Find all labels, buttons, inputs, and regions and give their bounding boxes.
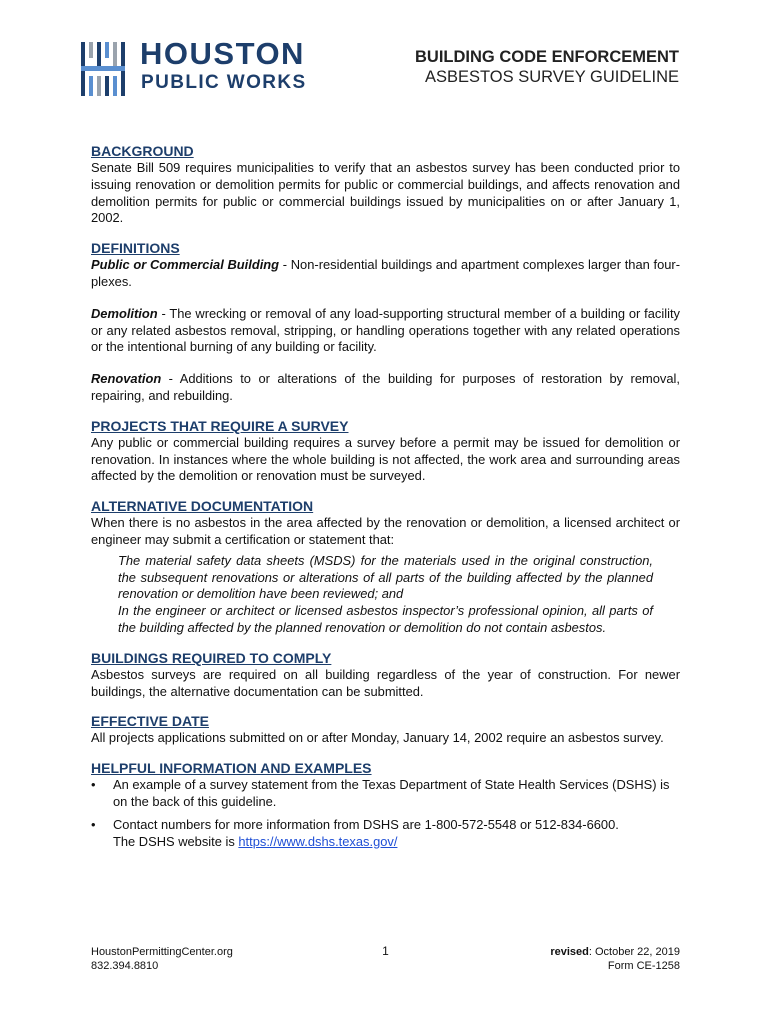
definition-renovation: [91, 371, 680, 405]
definition-text: - Additions to or alterations of the building for purposes of restoration by removal, repairing, and rebuilding.: [91, 371, 680, 403]
buildings-section: [91, 650, 680, 701]
footer-form-number: Form CE-1258: [607, 960, 680, 972]
alternative-heading: ALTERNATIVE DOCUMENTATION: [91, 498, 314, 515]
dshs-website-link[interactable]: https://www.dshs.texas.gov/: [238, 833, 398, 849]
footer-revised: [550, 945, 680, 959]
helpful-bullet-1: An example of a survey statement from the Texas Department of State Health Services (DSHS) is on the back of this guideline.: [113, 777, 670, 809]
alternative-text: When there is no asbestos in the area affected by the renovation or demolition, a licensed architect or engineer may submit a certification or statement that:: [91, 515, 680, 547]
definition-term: Demolition: [91, 305, 158, 321]
bullet-icon: •: [91, 816, 96, 832]
logo-houston-text: HOUSTON: [140, 36, 305, 71]
alternative-section: [91, 498, 680, 637]
alternative-quote: [118, 553, 653, 637]
document-title-block: [415, 47, 679, 87]
effective-section: [91, 713, 680, 747]
page-number: 1: [382, 944, 389, 958]
effective-text: All projects applications submitted on or after Monday, January 14, 2002 require an asbestos survey.: [91, 730, 664, 746]
footer-revised-date: : October 22, 2019: [588, 946, 680, 958]
background-section: [91, 143, 680, 227]
definition-term: Public or Commercial Building: [91, 257, 280, 273]
definitions-section: [91, 240, 680, 405]
definition-demolition: [91, 306, 680, 356]
logo-public-works-text: PUBLIC WORKS: [141, 72, 307, 93]
background-text: Senate Bill 509 requires municipalities to verify that an asbestos survey has been conducted prior to issuing renovation or demolition permits for public or commercial buildings, and affects renovation and demolition permits for public or commercial buildings issued by municipalities on or after January 1, 2002.: [91, 160, 680, 226]
buildings-heading: BUILDINGS REQUIRED TO COMPLY: [91, 649, 332, 666]
background-heading: BACKGROUND: [91, 143, 194, 159]
list-item: [91, 777, 680, 811]
effective-heading: EFFECTIVE DATE: [91, 713, 209, 730]
definition-term: Renovation: [91, 371, 162, 387]
document-body: [91, 143, 680, 863]
definitions-heading: DEFINITIONS: [91, 240, 180, 257]
definition-text: - The wrecking or removal of any load-supporting structural member of a building or facility or any related asbestos removal, stripping, or handling operations together with any related operations or the intentional burning of any building or facility.: [91, 305, 680, 355]
houston-public-works-logo: [80, 36, 340, 98]
helpful-section: [91, 760, 680, 850]
definition-public-commercial: [91, 257, 680, 291]
helpful-heading: HELPFUL INFORMATION AND EXAMPLES: [91, 760, 372, 777]
helpful-website-prefix: The DSHS website is: [113, 833, 239, 849]
list-item: [91, 816, 680, 851]
document-subtitle: ASBESTOS SURVEY GUIDELINE: [424, 68, 679, 86]
buildings-text: Asbestos surveys are required on all building regardless of the year of construction. For newer buildings, the alternative documentation can be submitted.: [91, 666, 680, 699]
definition-text: - Non-residential buildings and apartment complexes larger than four-plexes.: [91, 257, 680, 289]
footer-right: [550, 945, 680, 973]
bullet-icon: •: [91, 777, 96, 793]
footer-revised-label: revised: [550, 946, 589, 958]
projects-heading: PROJECTS THAT REQUIRE A SURVEY: [91, 417, 349, 434]
projects-section: [91, 418, 680, 485]
helpful-list: [91, 777, 680, 850]
alternative-quote-1: The material safety data sheets (MSDS) for the materials used in the original construction, the subsequent renovations or alterations of all parts of the building affected by the planned renovation or demolition have been reviewed; and: [118, 552, 653, 602]
footer-website: HoustonPermittingCenter.org: [91, 946, 233, 958]
document-title: BUILDING CODE ENFORCEMENT: [415, 48, 679, 66]
alternative-quote-2: In the engineer or architect or licensed asbestos inspector’s professional opinion, all parts of the building affected by the planned renovation or demolition do not contain asbestos.: [118, 603, 653, 635]
projects-text: Any public or commercial building requires a survey before a permit may be issued for demolition or renovation. In instances where the whole building is not affected, the work area and surrounding areas affected by the demolition or renovation must be surveyed.: [91, 434, 680, 484]
helpful-bullet-2: Contact numbers for more information from DSHS are 1-800-572-5548 or 512-834-6600.: [113, 816, 619, 832]
footer-phone: 832.394.8810: [91, 960, 159, 972]
houston-logo-mark-icon: [80, 40, 130, 98]
